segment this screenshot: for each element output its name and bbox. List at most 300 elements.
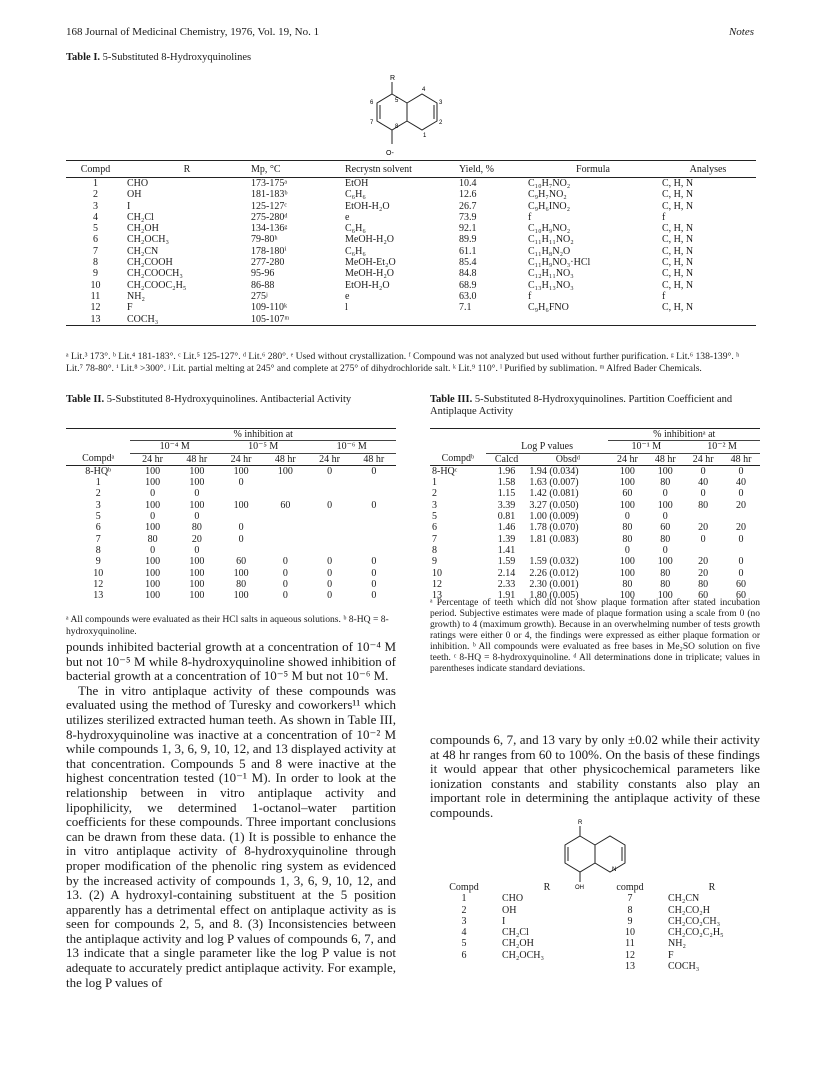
body-text-left <box>66 640 396 990</box>
table2-row-cell: 100 <box>145 477 161 489</box>
table3-row-cell: 0 <box>662 488 668 500</box>
table1-row-cell: 9 <box>93 268 98 280</box>
table1-row-cell: 10 <box>90 279 101 291</box>
table3-row-cell: 0 <box>700 465 706 477</box>
table3-row <box>430 522 760 533</box>
table3-row-cell: 40 <box>736 477 747 489</box>
table2-row-cell: 0 <box>327 465 333 477</box>
table1-row-cell: OH <box>127 189 142 201</box>
table1-title: Table I. 5-Substituted 8-Hydroxyquinolines <box>66 52 252 63</box>
table1-row-cell <box>526 314 660 326</box>
table3-row-cell: 1.78 (0.070) <box>529 522 579 534</box>
table3-row-cell: 1 <box>432 477 437 489</box>
table1-row-cell: C, H, N <box>662 302 694 314</box>
table3-row <box>430 534 760 545</box>
legend-row-cell: 3 <box>461 915 467 927</box>
table1-row-cell: 12.6 <box>459 189 477 201</box>
table2-row <box>66 534 396 545</box>
table1-row-cell: C₉H₆FNO <box>528 302 569 314</box>
table3-row-cell: 100 <box>619 499 635 511</box>
paragraph-2: The in vitro antiplaque activity of these compounds was evaluated using the method of Turesky and coworkers¹¹ which utilizes sterilized extracted human teeth. As shown in Table III, 8-hydroxyquinoline was inactive at a concentration of 10⁻² M while compounds 1, 3, 6, 9, 10, 12, and 13 displayed activity at that concentration. Compounds 5 and 8 were inactive at the highest concentration tested (10⁻¹ M). In order to look at the relationship between in vitro antiplaque activity and lipophilicity, we determined 1-octanol–water partition coefficients for these compounds. Three important conclusions can be drawn from these data. (1) It is possible to enhance the in vitro antiplaque activity of 8-hydroxyquinoline through proper modification of the phenolic ring system as evidenced by the increased activity of compounds 1, 3, 6, 9, 10, 12, and 13. (2) A hydroxyl-containing substituent at the 5 position apparently has a detrimental effect on antiplaque activity as is seen for compounds 2, 5, and 8. (3) Inconsistencies between the antiplaque activity and log P values of compounds 6, 7, and 13 indicate that a single parameter like the log P value is not adequate to accurately predict antiplaque activity. For example, the log P values of <box>66 682 396 990</box>
table2-row-cell <box>307 511 351 522</box>
table1-row <box>66 212 756 223</box>
table2-row-cell: 13 <box>93 590 104 602</box>
table3-row-cell: 100 <box>619 477 635 489</box>
table2-row-cell <box>263 545 307 556</box>
struct2-n: N <box>612 867 617 873</box>
table2-row <box>66 488 396 499</box>
table2-row-cell: 0 <box>371 590 377 602</box>
table2-row-cell <box>307 534 351 545</box>
legend-row-cell: 8 <box>627 904 633 916</box>
table2-row <box>66 522 396 533</box>
table1-row-cell <box>457 314 526 326</box>
table1-row-cell: C₆H₆ <box>345 189 366 201</box>
table3-row-cell <box>684 545 722 556</box>
table1-row-cell: F <box>127 302 133 314</box>
table2-row-cell: 0 <box>371 578 377 590</box>
table2-row-cell: 0 <box>238 533 244 545</box>
table2-row-cell: 100 <box>189 590 205 602</box>
table1-row <box>66 302 756 313</box>
table3-row-cell: 80 <box>660 477 671 489</box>
struct2-oh: OH <box>575 885 584 890</box>
table2-row-cell <box>219 511 263 522</box>
table2-row-cell <box>352 522 396 533</box>
legend-row-cell: CH₂OCH₃ <box>502 949 544 961</box>
svg-text:6: 6 <box>370 100 374 106</box>
table1-row-cell: EtOH-H₂O <box>345 200 390 212</box>
table3-row <box>430 511 760 522</box>
table2-row-cell: 3 <box>95 499 101 511</box>
table2-row-cell: 100 <box>189 465 205 477</box>
table1-row-cell: 275ʲ <box>251 290 268 302</box>
table1-row-cell: MeOH-H₂O <box>345 268 395 280</box>
table2-row-cell: 7 <box>95 533 101 545</box>
table2-row-cell <box>263 522 307 533</box>
table1-row-cell: 92.1 <box>459 223 477 235</box>
table1-row-cell: 10.4 <box>459 178 477 189</box>
table2-row-cell: 0 <box>327 567 333 579</box>
table1-row-cell: e <box>345 290 350 302</box>
table3-row-cell: 0 <box>662 544 668 556</box>
table2-row-cell: 100 <box>233 590 249 602</box>
table2-row-cell: 0 <box>150 488 156 500</box>
table1-row-cell: 2 <box>93 189 98 201</box>
table3-row-cell <box>722 545 760 556</box>
table1-row-cell: 181-183ᵇ <box>251 189 288 201</box>
svg-text:4: 4 <box>422 87 426 93</box>
table2-row <box>66 500 396 511</box>
table2-row <box>66 579 396 590</box>
table3-row-cell: 80 <box>660 533 671 545</box>
table1-row-cell <box>660 314 756 326</box>
table1-row-cell: CH₂CN <box>127 245 159 257</box>
table1-row-cell: C, H, N <box>662 189 694 201</box>
table1-row-cell: 85.4 <box>459 257 477 269</box>
table2-row-cell: 80 <box>191 522 202 534</box>
table2-row-cell: 0 <box>238 477 244 489</box>
table3: % inhibitionᵃ at Log P values 10⁻¹ M 10⁻² M Compdᵇ Calcd Obsdᵈ 24 hr 48 hr 24 hr 48 hr 8-HQᶜ 1.96 1.94 (0.034) 100 100 0 0 1 1.58 1.63 (0.007) 100 80 40 40 2 1.15 1.42 (0.081) 60 0 0 0 3 3.39 3.27 (0.050) 100 100 80 20 5 0.81 1.00 (0.009) 0 0 6 1.46 1.78 (0.070) 80 60 20 20 7 1.39 1.81 (0.083) 80 80 0 0 8 1.41 0 0 9 1.59 1.59 (0.032) 100 100 20 0 10 2.14 2.26 (0.012) 100 80 20 0 12 2.33 2.30 (0.001) 80 80 80 60 13 1.91 1.80 (0.005) 100 100 60 60 <box>430 428 760 601</box>
legend-row-cell <box>430 961 498 972</box>
table2-body <box>66 465 396 601</box>
table3-row-cell: 60 <box>622 488 633 500</box>
table3-row <box>430 477 760 488</box>
table3-row-cell: 60 <box>660 522 671 534</box>
table1-row-cell: C₆H₆ <box>345 223 366 235</box>
table1-row-cell: 95-96 <box>251 268 275 280</box>
table3-row-cell: 12 <box>432 578 442 590</box>
table2-row-cell: 0 <box>150 544 156 556</box>
table2-row-cell: 100 <box>145 567 161 579</box>
legend-row-cell: CH₂CO₂CH₃ <box>668 915 721 927</box>
table2-row-cell <box>307 477 351 488</box>
table3-row-cell: 60 <box>736 590 747 602</box>
svg-text:8: 8 <box>395 124 399 130</box>
table3-row-cell: 60 <box>698 590 709 602</box>
table2-row-cell: 0 <box>282 590 288 602</box>
table3-row-cell: 80 <box>622 578 633 590</box>
body-text-right: compounds 6, 7, and 13 vary by only ±0.02 while their activity at 48 hr ranges from 60 to 100%. On the basis of these findings it would appear that other physicochemical parameters like ionization constants and stability constants also play an important role in determining the antiplaque activity of these compounds. <box>430 732 760 820</box>
table2-row-cell: 100 <box>277 465 293 477</box>
table2-row-cell: 0 <box>282 567 288 579</box>
table1-row-cell: 84.8 <box>459 268 477 280</box>
table3-row-cell: 3.39 <box>497 499 516 511</box>
table2-row-cell: 100 <box>145 499 161 511</box>
table2-row-cell: 8 <box>95 544 101 556</box>
table3-row-cell: 9 <box>432 556 437 568</box>
legend-row <box>430 893 760 904</box>
table3-row-cell: 2.26 (0.012) <box>529 567 579 579</box>
legend-row-cell: 2 <box>461 904 467 916</box>
table2-row-cell: 0 <box>282 556 288 568</box>
table1-row-cell: e <box>345 211 350 223</box>
table3-row-cell: 10 <box>432 567 442 579</box>
table2-row-cell: 6 <box>95 522 101 534</box>
table3-row-cell: 100 <box>619 465 635 477</box>
table1-body <box>66 178 756 326</box>
table3-row-cell: 80 <box>622 533 633 545</box>
table2-row-cell: 100 <box>189 567 205 579</box>
table1-row <box>66 246 756 257</box>
table1-row <box>66 280 756 291</box>
table2-row-cell: 9 <box>95 556 101 568</box>
table3-row-cell: 0 <box>700 533 706 545</box>
table3-row-cell: 1.59 <box>497 556 516 568</box>
table1-row <box>66 189 756 200</box>
table1-row-cell: C₁₁H₈N₂O <box>528 245 571 257</box>
table1-header-row: Compd R Mp, °C Recrystn solvent Yield, % Formula Analyses <box>66 161 756 178</box>
table1-row-cell: 26.7 <box>459 200 477 212</box>
table1-row-cell: C₉H₇NO₂ <box>528 189 567 201</box>
table1-row-cell: C₆H₆ <box>345 245 366 257</box>
table2-row <box>66 568 396 579</box>
legend-row-cell: CHO <box>502 893 524 905</box>
table1-row <box>66 314 756 326</box>
table3-row-cell: 1.00 (0.009) <box>529 511 579 523</box>
table2-row-cell: 100 <box>233 499 249 511</box>
table2-row <box>66 511 396 522</box>
table3-row-cell <box>527 545 608 556</box>
table1-row-cell: C, H, N <box>662 279 694 291</box>
table2-row-cell: 20 <box>191 533 202 545</box>
table1-row-cell: 68.9 <box>459 279 477 291</box>
table3-row-cell: 1.46 <box>497 522 516 534</box>
table3-row-cell <box>684 511 722 522</box>
svg-text:1: 1 <box>423 133 427 139</box>
table2-row-cell: 0 <box>371 567 377 579</box>
table1-row <box>66 291 756 302</box>
table2-group-header: % inhibition at <box>130 429 396 441</box>
table1-row-cell: NH₂ <box>127 290 145 302</box>
legend-row-cell: OH <box>502 904 517 916</box>
table2-row <box>66 545 396 556</box>
legend-row-cell: 6 <box>461 949 467 961</box>
table1-row-cell: C₁₁H₉NO₃·HCl <box>528 257 591 269</box>
table3-row-cell: 40 <box>698 477 709 489</box>
table3-row-cell: 0 <box>624 511 630 523</box>
legend-row-cell <box>498 961 596 972</box>
quinoline-structure-1 <box>340 72 490 162</box>
table3-row-cell: 1.96 <box>497 465 516 477</box>
table2-row-cell: 12 <box>93 578 104 590</box>
svg-text:5: 5 <box>395 98 399 104</box>
table3-row-cell: 80 <box>660 578 671 590</box>
table1-row-cell: CH₂OCH₃ <box>127 234 169 246</box>
legend-row-cell: CH₂CO₂H <box>668 904 710 916</box>
compound-legend: Compd R compd R 1 CHO 7 CH₂CN 2 OH 8 CH₂CO₂H 3 I 9 CH₂CO₂CH₃ 4 CH₂Cl 10 CH₂CO₂C₂H₅ 5 CH₂OH 11 NH₂ 6 CH₂OCH₃ 12 F 13 COCH₃ <box>430 882 760 972</box>
table1-row-cell: MeOH-Et₂O <box>345 257 396 269</box>
table2-row-cell: 0 <box>371 556 377 568</box>
table1-row-cell: 105-107ᵐ <box>249 314 343 326</box>
table2-row-cell <box>352 545 396 556</box>
table3-row <box>430 545 760 556</box>
table1-row-cell: 134-136ᵍ <box>251 223 288 235</box>
table1-row-cell: 6 <box>93 234 98 246</box>
table2-row-cell: 0 <box>371 499 377 511</box>
table1-row-cell: 11 <box>90 290 101 302</box>
table1-row-cell: l <box>345 302 348 314</box>
table3-row-cell: 0 <box>624 544 630 556</box>
table1-row <box>66 178 756 190</box>
table1-row-cell: C, H, N <box>662 234 694 246</box>
table2-row <box>66 556 396 567</box>
section-label: Notes <box>728 26 754 38</box>
table1-row-cell: EtOH <box>345 178 369 189</box>
table1-row <box>66 234 756 245</box>
table3-row-cell <box>722 511 760 522</box>
paragraph-1: pounds inhibited bacterial growth at a concentration of 10⁻⁴ M but not 10⁻⁵ M while 8-hydroxyquinoline showed inhibition of bacterial growth at a concentration of 10⁻⁵ M but not 10⁻⁶ M. <box>66 639 396 684</box>
legend-row-cell: 11 <box>625 938 635 950</box>
table3-row <box>430 556 760 567</box>
table3-row-cell: 1.42 (0.081) <box>529 488 579 500</box>
table1-row-cell: MeOH-H₂O <box>345 234 395 246</box>
table2-row-cell: 60 <box>280 499 291 511</box>
table1-row-cell: 7.1 <box>459 302 472 314</box>
table2-row-cell: 100 <box>189 499 205 511</box>
table3-row-cell: 100 <box>657 465 673 477</box>
table2-row-cell <box>307 522 351 533</box>
table2-row-cell <box>263 488 307 499</box>
table1-row-cell: 63.0 <box>459 290 477 302</box>
table1-row-cell: f <box>528 211 532 223</box>
table2-footnote: ᵃ All compounds were evaluated as their HCl salts in aqueous solutions. ᵇ 8-HQ = 8-hydroxyquinoline. <box>66 614 389 637</box>
legend-row-cell: 12 <box>625 949 635 961</box>
table1-row-cell: C₁₁H₁₁NO₂ <box>528 234 574 246</box>
table3-row-cell: 1.58 <box>497 477 516 489</box>
table3-title: Table III. 5-Substituted 8-Hydroxyquinolines. Partition Coefficient and Antiplaque Activity <box>430 394 733 417</box>
table1-row-cell: C, H, N <box>662 245 694 257</box>
table3-row-cell: 80 <box>698 499 709 511</box>
legend-row-cell: NH₂ <box>668 938 686 950</box>
table3-row-cell: 1.80 (0.005) <box>529 590 579 602</box>
table1-row <box>66 201 756 212</box>
table3-row-cell: 1.94 (0.034) <box>529 465 579 477</box>
table3-group-header: % inhibitionᵃ at <box>608 429 760 441</box>
legend-row-cell: CH₂OH <box>502 938 534 950</box>
table2-row-cell: 100 <box>145 465 161 477</box>
table1-row-cell: 79-80ʰ <box>251 234 278 246</box>
table3-row-cell: 1.39 <box>497 533 516 545</box>
table2-row-cell: 100 <box>145 590 161 602</box>
table3-row-cell: 3 <box>432 499 437 511</box>
table3-row-cell: 0 <box>662 511 668 523</box>
legend-body <box>430 893 760 972</box>
table2-row-cell <box>352 511 396 522</box>
table1-row-cell: 73.9 <box>459 211 477 223</box>
table3-row-cell: 0 <box>738 465 744 477</box>
table2-row-cell <box>263 477 307 488</box>
table1-row-cell: COCH₃ <box>125 314 249 326</box>
table1-row <box>66 257 756 268</box>
table1-row-cell: 13 <box>66 314 125 326</box>
table1-row-cell: CHO <box>127 178 149 189</box>
table3-row-cell: 0 <box>738 488 744 500</box>
table2-row-cell: 0 <box>327 556 333 568</box>
legend-row <box>430 961 760 972</box>
table2-row-cell: 5 <box>95 511 101 523</box>
table2-row-cell <box>263 534 307 545</box>
table3-row-cell: 100 <box>657 590 673 602</box>
table2-row-cell: 0 <box>327 590 333 602</box>
table3-row-cell: 5 <box>432 511 437 523</box>
table1-row-cell: 5 <box>93 223 98 235</box>
table3-row-cell: 1.63 (0.007) <box>529 477 579 489</box>
table1-row-cell: CH₂OH <box>127 223 159 235</box>
table3-row-cell: 1.41 <box>497 544 516 556</box>
table3-row-cell: 1.91 <box>497 590 516 602</box>
table2-row-cell: 8-HQᵇ <box>85 465 112 477</box>
table1-row-cell: 4 <box>93 211 98 223</box>
svg-text:7: 7 <box>370 120 374 126</box>
svg-text:2: 2 <box>439 120 443 126</box>
table3-row-cell: 2.33 <box>497 578 516 590</box>
table3-row-cell: 2.14 <box>497 567 516 579</box>
table3-row-cell: 20 <box>736 522 747 534</box>
table3-row-cell: 0 <box>738 567 744 579</box>
table3-row <box>430 488 760 499</box>
table2-row-cell: 10 <box>93 567 104 579</box>
table3-row-cell: 1.15 <box>497 488 516 500</box>
table3-row-cell: 6 <box>432 522 437 534</box>
running-header <box>66 26 754 44</box>
table3-row-cell: 80 <box>698 578 709 590</box>
table3-row-cell: 13 <box>432 590 442 602</box>
legend-row-cell: CH₂Cl <box>502 927 529 939</box>
struct2-r: R <box>578 820 583 826</box>
legend-row <box>430 916 760 927</box>
table2-row-cell <box>219 488 263 499</box>
legend-row-cell: COCH₃ <box>668 961 700 973</box>
table3-row-cell: 80 <box>622 522 633 534</box>
table2-row-cell: 100 <box>145 522 161 534</box>
table1-row-cell: f <box>662 290 666 302</box>
table1-row-cell: 173-175ᵃ <box>251 178 288 189</box>
table3-row-cell: 1.59 (0.032) <box>529 556 579 568</box>
table3-row-cell: 100 <box>619 590 635 602</box>
table2-row-cell: 0 <box>371 465 377 477</box>
table3-row-cell: 7 <box>432 533 437 545</box>
table1-row-cell: C₉H₆INO₂ <box>528 200 571 212</box>
table3-row-cell: 20 <box>736 499 747 511</box>
table2-row-cell: 0 <box>327 499 333 511</box>
table2-title: Table II. 5-Substituted 8-Hydroxyquinolines. Antibacterial Activity <box>66 394 352 405</box>
table3-row-cell: 3.27 (0.050) <box>529 499 579 511</box>
table2-row-cell: 2 <box>95 488 101 500</box>
table3-row-cell: 0 <box>700 488 706 500</box>
table1-row-cell: 277-280 <box>251 257 285 269</box>
table1-row-cell: C, H, N <box>662 257 694 269</box>
table2-row-cell: 0 <box>194 511 200 523</box>
table2-row-cell: 0 <box>282 578 288 590</box>
table2-row-cell: 0 <box>150 511 156 523</box>
legend-row <box>430 950 760 961</box>
table1 <box>66 160 756 326</box>
table1-row-cell: 275-280ᵈ <box>251 211 288 223</box>
legend-row-cell: CH₂CN <box>668 893 700 905</box>
table1-row-cell: CH₂COOCH₃ <box>127 268 183 280</box>
table3-row-cell: 100 <box>619 567 635 579</box>
legend-row-cell: I <box>502 915 506 927</box>
table1-row-cell: 1 <box>93 178 98 189</box>
table3-row-cell: 20 <box>698 567 709 579</box>
table1-row-cell: C, H, N <box>662 200 694 212</box>
table2-row-cell <box>263 511 307 522</box>
table1-row-cell: I <box>127 200 131 212</box>
table2-row <box>66 465 396 477</box>
table1-row-cell: C, H, N <box>662 268 694 280</box>
table2-row <box>66 590 396 601</box>
table1-row-cell: 7 <box>93 245 98 257</box>
table1-row-cell: 125-127ᶜ <box>251 200 287 212</box>
table3-row-cell: 100 <box>619 556 635 568</box>
table3-row <box>430 465 760 477</box>
table2-row-cell: 100 <box>189 477 205 489</box>
table1-row <box>66 223 756 234</box>
table1-row-cell: 8 <box>93 257 98 269</box>
table1-row <box>66 268 756 279</box>
journal-citation: 168 Journal of Medicinal Chemistry, 1976, Vol. 19, No. 1 <box>66 26 320 38</box>
table2-row-cell <box>352 534 396 545</box>
table3-row-cell: 8-HQᶜ <box>432 465 458 477</box>
table2-row-cell: 0 <box>238 522 244 534</box>
table1-row-cell: CH₂COOH <box>127 257 173 269</box>
legend-row-cell: 4 <box>461 927 467 939</box>
legend-row-cell: 13 <box>625 961 635 973</box>
table1-row-cell: 89.9 <box>459 234 477 246</box>
table1-row-cell: C, H, N <box>662 223 694 235</box>
table2-row-cell: 60 <box>236 556 247 568</box>
